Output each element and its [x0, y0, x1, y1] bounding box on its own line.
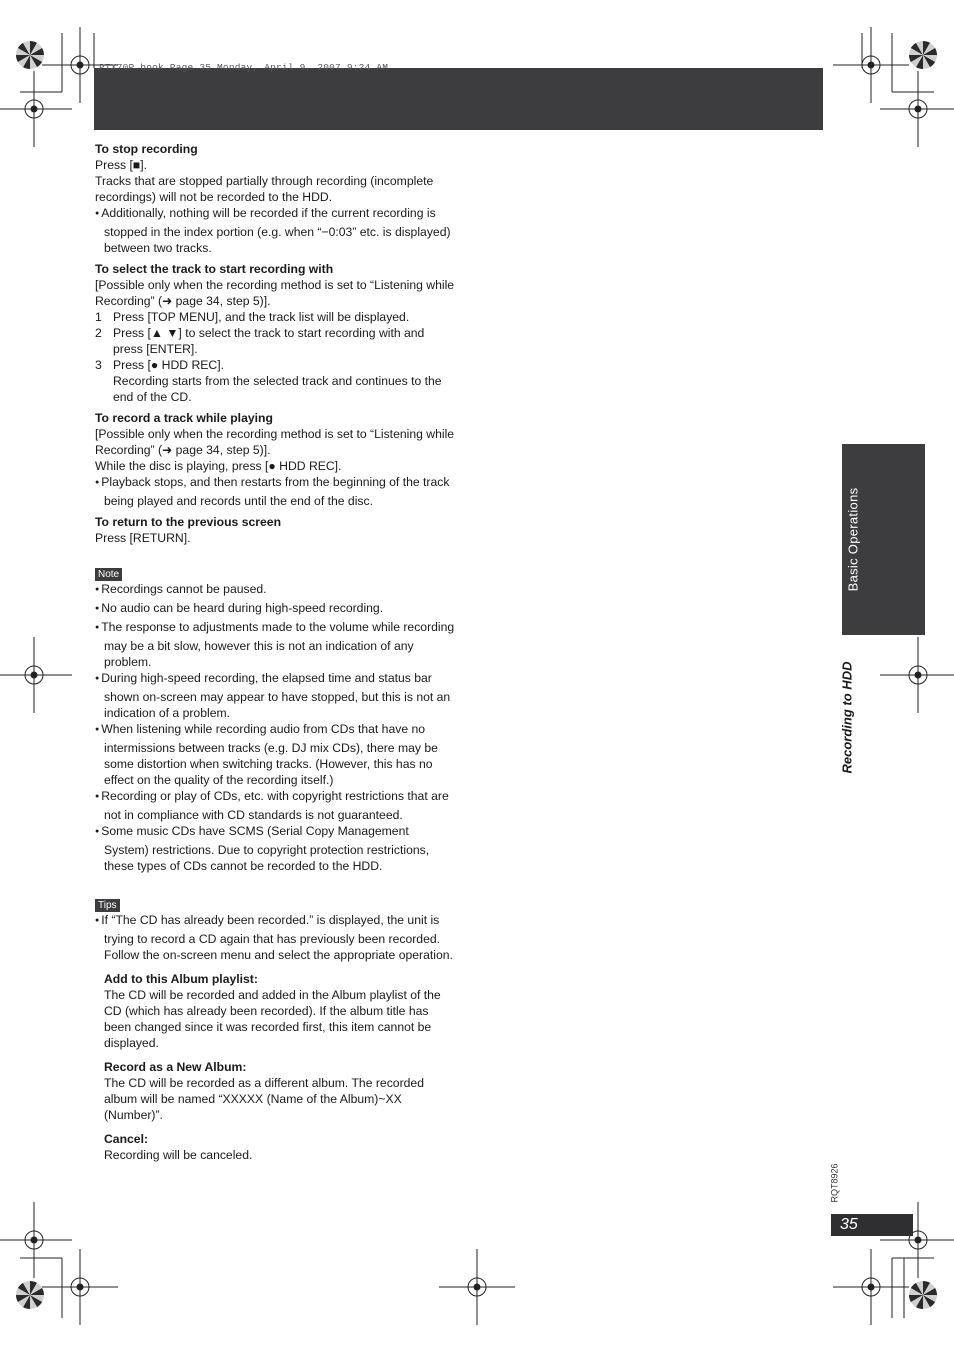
select-intro: [Possible only when the recording method is set to “Listening while Recording” (➜ page 34, step 5)]. — [95, 278, 455, 308]
section-record-while-playing — [95, 410, 455, 509]
main-content — [95, 141, 455, 1163]
stop-bullet: ● Additionally, nothing will be recorded if the current recording is stopped in the index portion (e.g. when “−0:03” etc. is displayed) between two tracks. — [95, 205, 455, 256]
note-item: ● Recordings cannot be paused. — [95, 581, 455, 600]
option-text-cancel: Recording will be canceled. — [104, 1148, 253, 1162]
note-item: ● When listening while recording audio from CDs that have no intermissions between tracks (e.g. DJ mix CDs), there may be some distortion when switching tracks. (However, this has no effect on the quality of the recording itself.) — [95, 721, 455, 788]
side-subtitle: Recording to HDD — [839, 661, 855, 774]
note-item: ● Some music CDs have SCMS (Serial Copy Management System) restrictions. Due to copyright protection restrictions, these types of CDs cannot be recorded to the HDD. — [95, 823, 455, 874]
note-section — [95, 565, 455, 874]
file-stamp: PTX70P.book Page 35 Monday, April 9, 2007 9:24 AM — [99, 62, 389, 73]
color-disc-icon — [16, 1281, 44, 1309]
play-press: While the disc is playing, press [● HDD REC]. — [95, 459, 342, 473]
tips-options — [95, 971, 455, 1163]
color-disc-icon — [909, 1281, 937, 1309]
option-text-new: The CD will be recorded as a different album. The recorded album will be named “XXXXX (Name of the Album)~XX (Number)”. — [104, 1076, 424, 1122]
stop-press: Press [■]. — [95, 158, 148, 172]
option-title-new: Record as a New Album: — [104, 1060, 247, 1074]
play-intro: [Possible only when the recording method is set to “Listening while Recording” (➜ page 34, step 5)]. — [95, 427, 455, 457]
section-stop-recording — [95, 141, 455, 256]
note-item: ● During high-speed recording, the elapsed time and status bar shown on-screen may appear to have stopped, but this is not an indication of a problem. — [95, 670, 455, 721]
tips-badge: Tips — [95, 899, 120, 912]
select-step-1: 1 Press [TOP MENU], and the track list will be displayed. — [95, 310, 410, 324]
heading-record-while-playing: To record a track while playing — [95, 411, 273, 425]
tips-item: ● If “The CD has already been recorded.” is displayed, the unit is trying to record a CD again that has previously been recorded. Follow the on-screen menu and select the appropriate operation. — [95, 912, 455, 963]
tips-section — [95, 896, 455, 1163]
heading-select-track: To select the track to start recording with — [95, 262, 334, 276]
note-item: ● No audio can be heard during high-speed recording. — [95, 600, 455, 619]
header-band — [94, 68, 823, 130]
option-title-cancel: Cancel: — [104, 1132, 149, 1146]
side-tab-label: Basic Operations — [845, 487, 861, 592]
page-number: 35 — [840, 1216, 858, 1233]
select-step-2: 2 Press [▲ ▼] to select the track to start recording with and press [ENTER]. — [95, 326, 425, 356]
stop-incomplete: Tracks that are stopped partially through recording (incomplete recordings) will not be recorded to the HDD. — [95, 174, 434, 204]
heading-stop-recording: To stop recording — [95, 142, 198, 156]
section-return — [95, 514, 455, 546]
note-badge: Note — [95, 568, 122, 581]
document-code: RQT8926 — [830, 1163, 840, 1203]
note-item: ● Recording or play of CDs, etc. with copyright restrictions that are not in compliance with CD standards is not guaranteed. — [95, 788, 455, 823]
note-item: ● The response to adjustments made to the volume while recording may be a bit slow, however this is not an indication of any problem. — [95, 619, 455, 670]
return-press: Press [RETURN]. — [95, 531, 191, 545]
color-disc-icon — [909, 41, 937, 69]
section-select-track — [95, 261, 455, 405]
option-title-add: Add to this Album playlist: — [104, 972, 258, 986]
select-step-3: 3 Press [● HDD REC]. Recording starts from the selected track and continues to the end of the CD. — [95, 358, 442, 404]
play-bullet: ● Playback stops, and then restarts from the beginning of the track being played and records until the end of the disc. — [95, 474, 455, 509]
option-text-add: The CD will be recorded and added in the Album playlist of the CD (which has already been recorded). If the album title has been changed since it was recorded first, this item cannot be displayed. — [104, 988, 441, 1050]
heading-return: To return to the previous screen — [95, 515, 282, 529]
color-disc-icon — [16, 41, 44, 69]
